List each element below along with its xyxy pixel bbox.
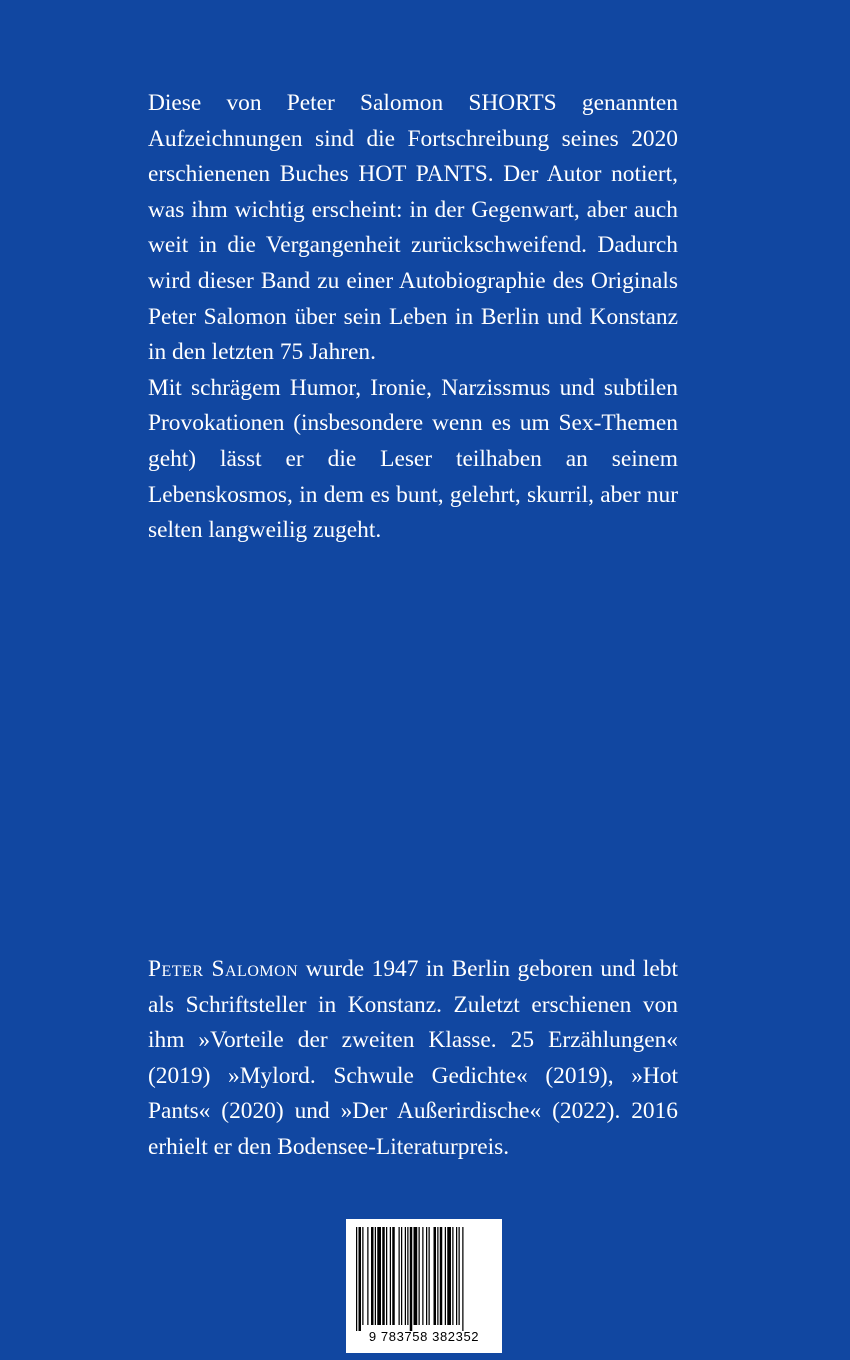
author-bio-text: wurde 1947 in Berlin geboren und lebt als Schriftsteller in Konstanz. Zuletzt erschienen von ihm »Vorteile der zweiten Klasse. 25 Erzählungen« (2019) »Mylord. Schwule Gedichte« (2019), »Hot Pants« (2020) und »Der Außerirdische« (2022). 2016 erhielt er den Bodensee-Literaturpreis.	[148, 956, 678, 1160]
barcode-bar	[392, 1227, 395, 1325]
barcode-bar	[386, 1227, 387, 1325]
barcode-bar	[371, 1227, 374, 1325]
barcode-bar	[440, 1227, 443, 1325]
barcode-bar	[382, 1227, 385, 1325]
barcode-bar	[367, 1227, 368, 1325]
barcode-bar	[375, 1227, 376, 1325]
author-name: Peter Salomon	[148, 956, 299, 982]
barcode-bar	[437, 1227, 438, 1325]
barcode-bar	[401, 1227, 402, 1325]
barcode-bar	[456, 1227, 457, 1325]
barcode-bar	[410, 1227, 413, 1331]
barcode-bar	[407, 1227, 408, 1325]
barcode-bar	[399, 1227, 400, 1325]
barcode-bar	[445, 1227, 446, 1325]
barcode-bar	[434, 1227, 437, 1325]
barcode-bar	[390, 1227, 391, 1325]
barcode-bar	[459, 1227, 460, 1325]
barcode-bar	[356, 1227, 357, 1331]
author-bio	[148, 952, 678, 1166]
barcode-bar	[429, 1227, 430, 1325]
barcode-bar	[377, 1227, 381, 1325]
barcode-bar	[405, 1227, 406, 1325]
blurb-text-block	[148, 86, 678, 549]
barcode-bar	[426, 1227, 427, 1325]
barcode-bar	[452, 1227, 453, 1325]
isbn-barcode	[346, 1219, 502, 1353]
barcode-bar	[462, 1227, 463, 1331]
barcode-bar	[359, 1227, 362, 1331]
barcode-bar	[419, 1227, 420, 1325]
barcode-bar	[447, 1227, 451, 1325]
blurb-paragraph: Mit schrägem Humor, Ironie, Narzissmus und subtilen Provokationen (insbesondere wenn es um Sex-Themen geht) lässt er die Leser teilhaben an seinem Lebenskosmos, in dem es bunt, gelehrt, skurril, aber nur selten langweilig zugeht.	[148, 374, 678, 544]
isbn-number: 9 783758 382352	[368, 1329, 480, 1344]
barcode-bar	[422, 1227, 423, 1325]
barcode-bar	[414, 1227, 418, 1325]
blurb-paragraph: Diese von Peter Salomon SHORTS genannten Aufzeichnungen sind die Fortschreibung seines 2020 erschienenen Buches HOT PANTS. Der Autor notiert, was ihm wichtig erscheint: in der Gegenwart, aber auch weit in die Vergangenheit zurückschweifend. Dadurch wird dieser Band zu einer Autobiographie des Originals Peter Salomon über sein Leben in Berlin und Konstanz in den letzten 75 Jahren.	[148, 90, 678, 366]
barcode-bar	[362, 1227, 363, 1325]
